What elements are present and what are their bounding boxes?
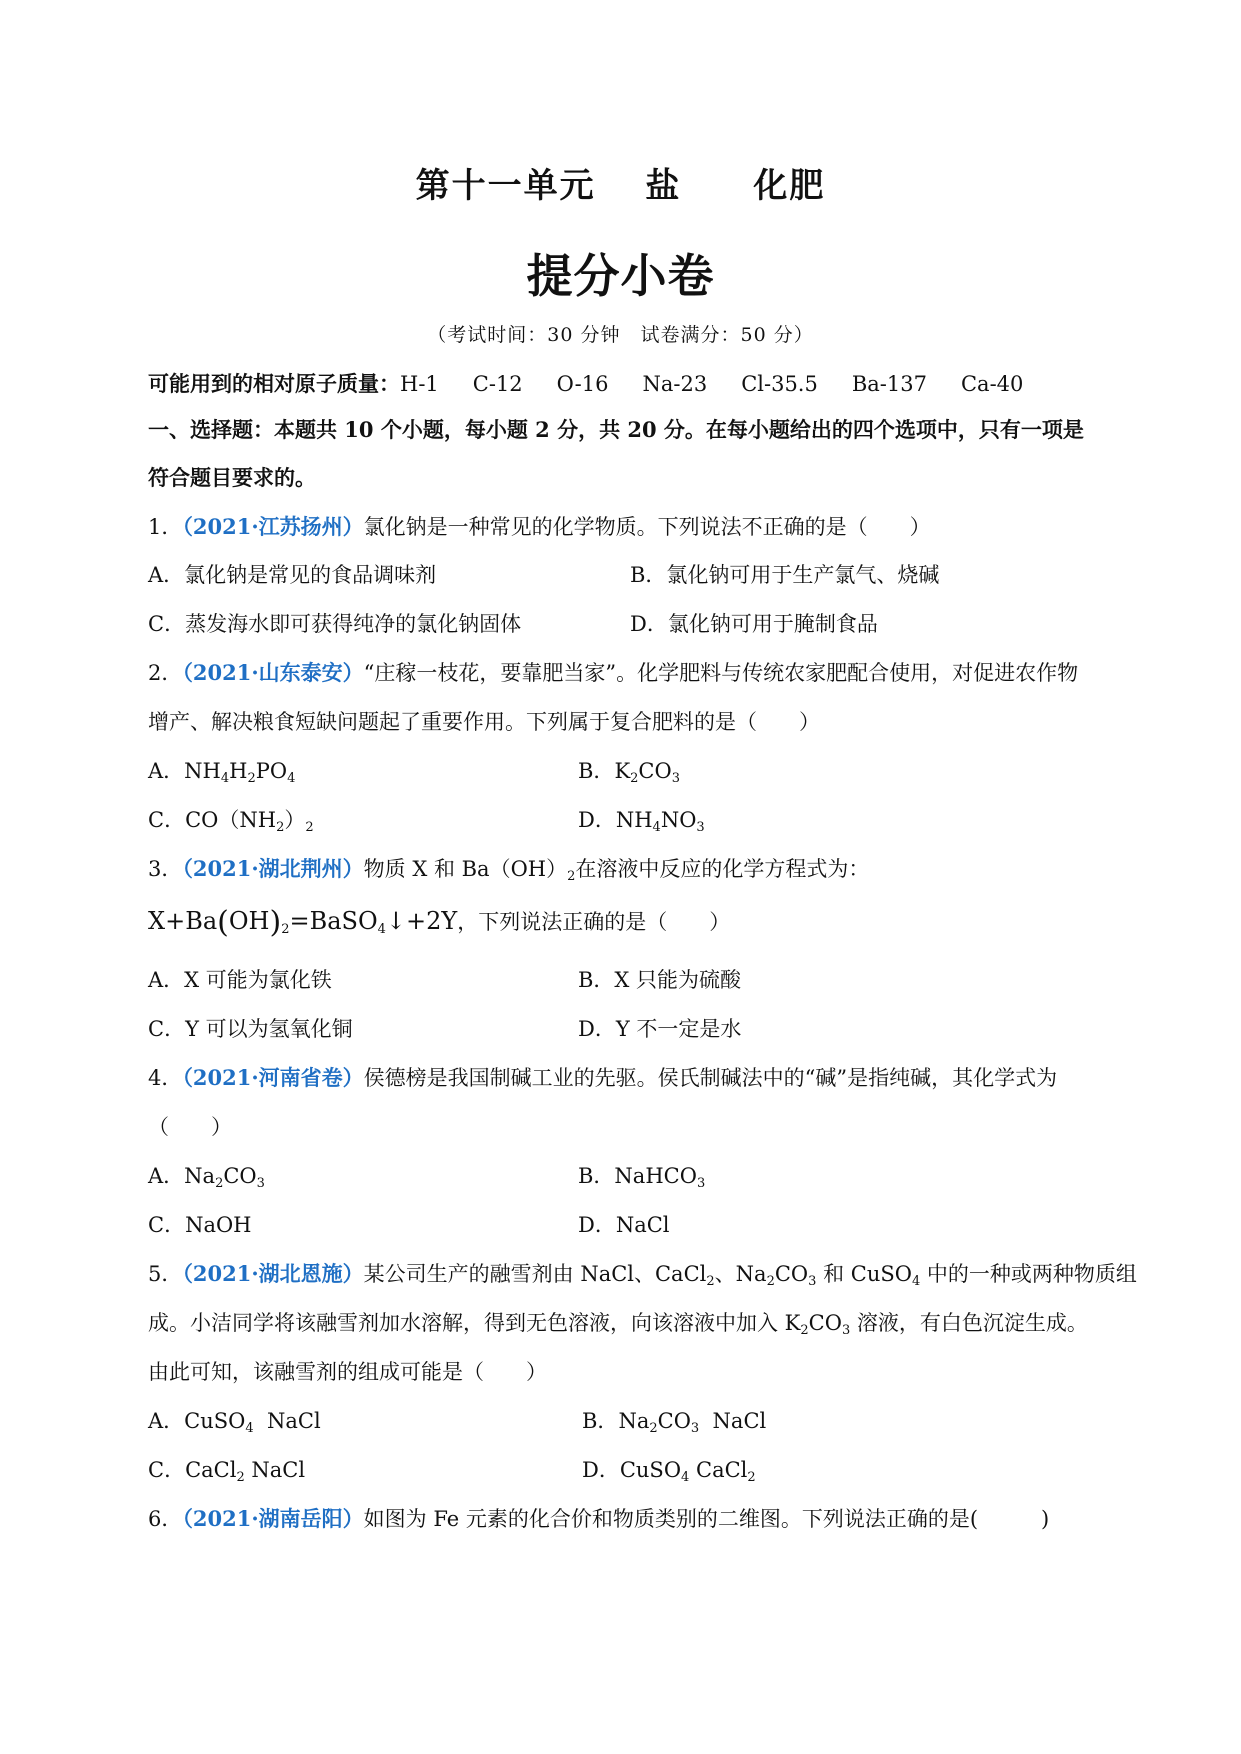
- mass-cl: Cl-35.5: [741, 372, 818, 396]
- q2-option-b: B．$K_2CO_3$: [578, 759, 680, 786]
- q4-option-c: C．NaOH: [148, 1213, 252, 1237]
- q5-option-a: A．CuSO$_4$ NaCl: [148, 1409, 321, 1436]
- question-6-stem: 6．（2021·湖南岳阳）如图为 Fe 元素的化合价和物质类别的二维图。下列说法正确的是( ): [148, 1506, 1050, 1531]
- mass-o: O-16: [556, 372, 609, 396]
- question-source: （2021·湖南岳阳）: [182, 1506, 364, 1531]
- question-source: （2021·山东泰安）: [182, 660, 364, 685]
- q1-option-b: B．氯化钠可用于生产氯气、烧碱: [630, 563, 940, 587]
- question-source: （2021·江苏扬州）: [182, 514, 364, 539]
- q2-option-c: C．$CO(NH_2)_2$: [148, 808, 314, 835]
- q2-option-a: A．$NH_4H_2PO_4$: [148, 759, 296, 786]
- paper-title: 提分小卷: [526, 249, 715, 303]
- q1-option-d: D．氯化钠可用于腌制食品: [630, 612, 878, 636]
- section-heading: 一、选择题：本题共 10 个小题，每小题 2 分，共 20 分。在每小题给出的四个选项中，只有一项是: [148, 417, 1084, 442]
- unit-title: 第十一单元 盐 化肥: [415, 166, 826, 206]
- q4-option-d: D．NaCl: [578, 1213, 670, 1237]
- question-number: 1．: [148, 515, 183, 539]
- exam-meta: （考试时间：30 分钟 试卷满分：50 分）: [427, 324, 814, 346]
- question-4-stem: 4．（2021·河南省卷）侯德榜是我国制碱工业的先驱。侯氏制碱法中的“碱”是指纯碱，其化学式为: [148, 1065, 1058, 1090]
- q4-option-a: A．$Na_2CO_3$: [148, 1164, 265, 1191]
- question-3-equation: $X+Ba(OH)_2=BaSO_4↓+2Y$，下列说法正确的是（ ）: [148, 905, 731, 940]
- atomic-mass-label: 可能用到的相对原子质量：: [148, 371, 400, 396]
- atomic-mass-line: [148, 369, 1057, 399]
- q4-option-b: B．NaHCO$_3$: [578, 1164, 706, 1191]
- question-5-stem-cont2: 由此可知，该融雪剂的组成可能是（ ）: [148, 1360, 547, 1384]
- mass-h: H-1: [400, 372, 439, 396]
- question-source: （2021·湖北荆州）: [182, 856, 364, 881]
- question-number: 5．: [148, 1262, 183, 1286]
- mass-na: Na-23: [642, 372, 708, 396]
- mass-ca: Ca-40: [960, 372, 1024, 396]
- q5-option-b: B．$Na_2CO_3$ NaCl: [582, 1409, 767, 1436]
- question-number: 6．: [148, 1507, 183, 1531]
- q3-option-a: A．X 可能为氯化铁: [148, 968, 332, 992]
- q3-option-d: D．Y 不一定是水: [578, 1017, 742, 1041]
- question-5-stem-cont: 成。小洁同学将该融雪剂加水溶解，得到无色溶液，向该溶液中加入 $K_2CO_3$ 溶液，有白色沉淀生成。: [148, 1311, 1088, 1338]
- question-number: 3．: [148, 857, 183, 881]
- q1-option-a: A．氯化钠是常见的食品调味剂: [148, 563, 437, 587]
- question-2-stem: [148, 658, 1078, 688]
- question-5-stem: 5．（2021·湖北恩施）某公司生产的融雪剂由 NaCl、CaCl$_2$、$Na_2CO_3$ 和 CuSO$_4$ 中的一种或两种物质组: [148, 1261, 1137, 1289]
- question-source: （2021·湖北恩施）: [182, 1261, 364, 1286]
- question-number: 4．: [148, 1066, 183, 1090]
- mass-c: C-12: [472, 372, 523, 396]
- question-source: （2021·河南省卷）: [182, 1065, 364, 1090]
- question-number: 2．: [148, 661, 183, 685]
- q3-option-b: B．X 只能为硫酸: [578, 968, 742, 992]
- q3-option-c: C．Y 可以为氢氧化铜: [148, 1017, 353, 1041]
- question-4-stem-cont: （ ）: [148, 1115, 232, 1139]
- mass-ba: Ba-137: [851, 372, 927, 396]
- question-1-stem: [148, 512, 931, 542]
- q1-option-c: C．蒸发海水即可获得纯净的氯化钠固体: [148, 612, 522, 636]
- q2-option-d: D．$NH_4NO_3$: [578, 808, 705, 835]
- question-3-stem: 3．（2021·湖北荆州）物质 X 和 $Ba(OH)_2$在溶液中反应的化学方程式为：: [148, 856, 870, 884]
- question-2-stem-cont: 增产、解决粮食短缺问题起了重要作用。下列属于复合肥料的是（ ）: [148, 710, 820, 734]
- question-text: “庄稼一枝花，要靠肥当家”。化学肥料与传统农家肥配合使用，对促进农作物: [363, 661, 1079, 685]
- q5-option-d: D．CuSO$_4$ CaCl$_2$: [582, 1458, 756, 1485]
- chemical-equation: $X+Ba(OH)_2=BaSO_4↓+2Y$: [148, 905, 458, 940]
- question-text: 氯化钠是一种常见的化学物质。下列说法不正确的是（ ）: [363, 515, 931, 539]
- q5-option-c: C．CaCl$_2$ NaCl: [148, 1458, 306, 1485]
- section-heading-cont: 符合题目要求的。: [148, 465, 316, 490]
